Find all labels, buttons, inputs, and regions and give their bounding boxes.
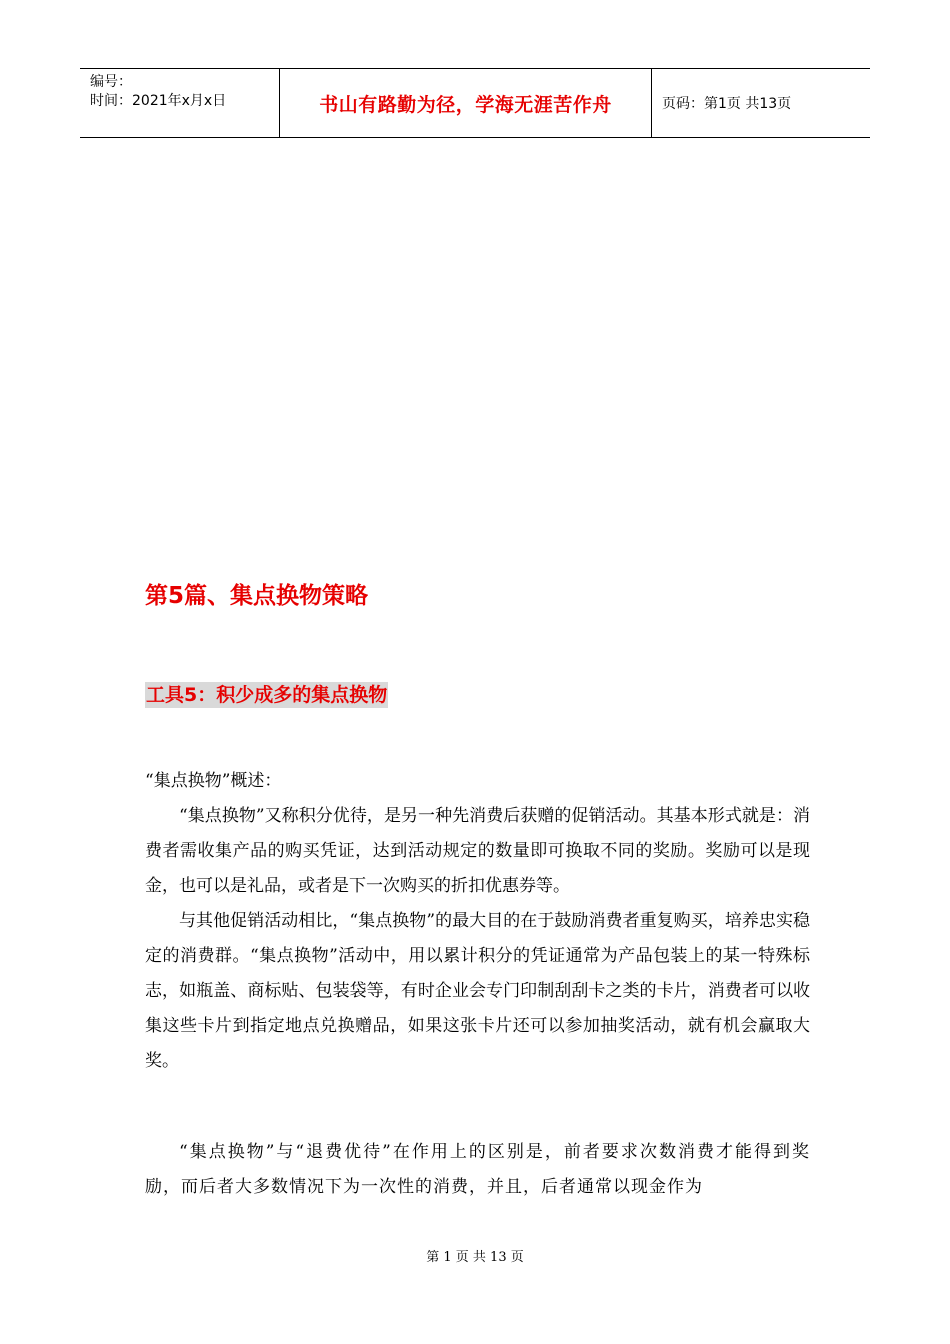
paragraph-3: “集点换物”与“退费优待”在作用上的区别是，前者要求次数消费才能得到奖励，而后者大多数情况下为一次性的消费，并且，后者通常以现金作为: [145, 1142, 810, 1197]
paragraph-2: 与其他促销活动相比，“集点换物”的最大目的在于鼓励消费者重复购买，培养忠实稳定的消费群。“集点换物”活动中，用以累计积分的凭证通常为产品包装上的某一特殊标志，如瓶盖、商标贴、包装袋等，有时企业会专门印制刮刮卡之类的卡片，消费者可以收集这些卡片到指定地点兑换赠品，如果这张卡片还可以参加抽奖活动，就有机会赢取大奖。: [145, 911, 810, 1071]
date-label: 时间：2021年x月x日: [90, 93, 227, 109]
header-motto-cell: [280, 69, 652, 137]
tool-title: 工具5：积少成多的集点换物: [146, 684, 388, 706]
header-page-cell: [652, 69, 870, 137]
motto-text: 书山有路勤为径，学海无涯苦作舟: [319, 93, 612, 116]
paragraph-1: “集点换物”又称积分优待，是另一种先消费后获赠的促销活动。其基本形式就是：消费者需收集产品的购买凭证，达到活动规定的数量即可换取不同的奖励。奖励可以是现金，也可以是礼品，或者是下一次购买的折扣优惠券等。: [145, 806, 810, 896]
number-label: 编号：: [90, 74, 132, 90]
page-footer: 第 1 页 共 13 页: [426, 1250, 524, 1265]
page-info: 页码：第1页 共13页: [662, 96, 792, 112]
chapter-title: 第5篇、集点换物策略: [145, 583, 369, 609]
page-header: [80, 68, 870, 138]
header-meta-cell: [80, 69, 280, 137]
overview-label: “集点换物”概述：: [145, 771, 282, 791]
